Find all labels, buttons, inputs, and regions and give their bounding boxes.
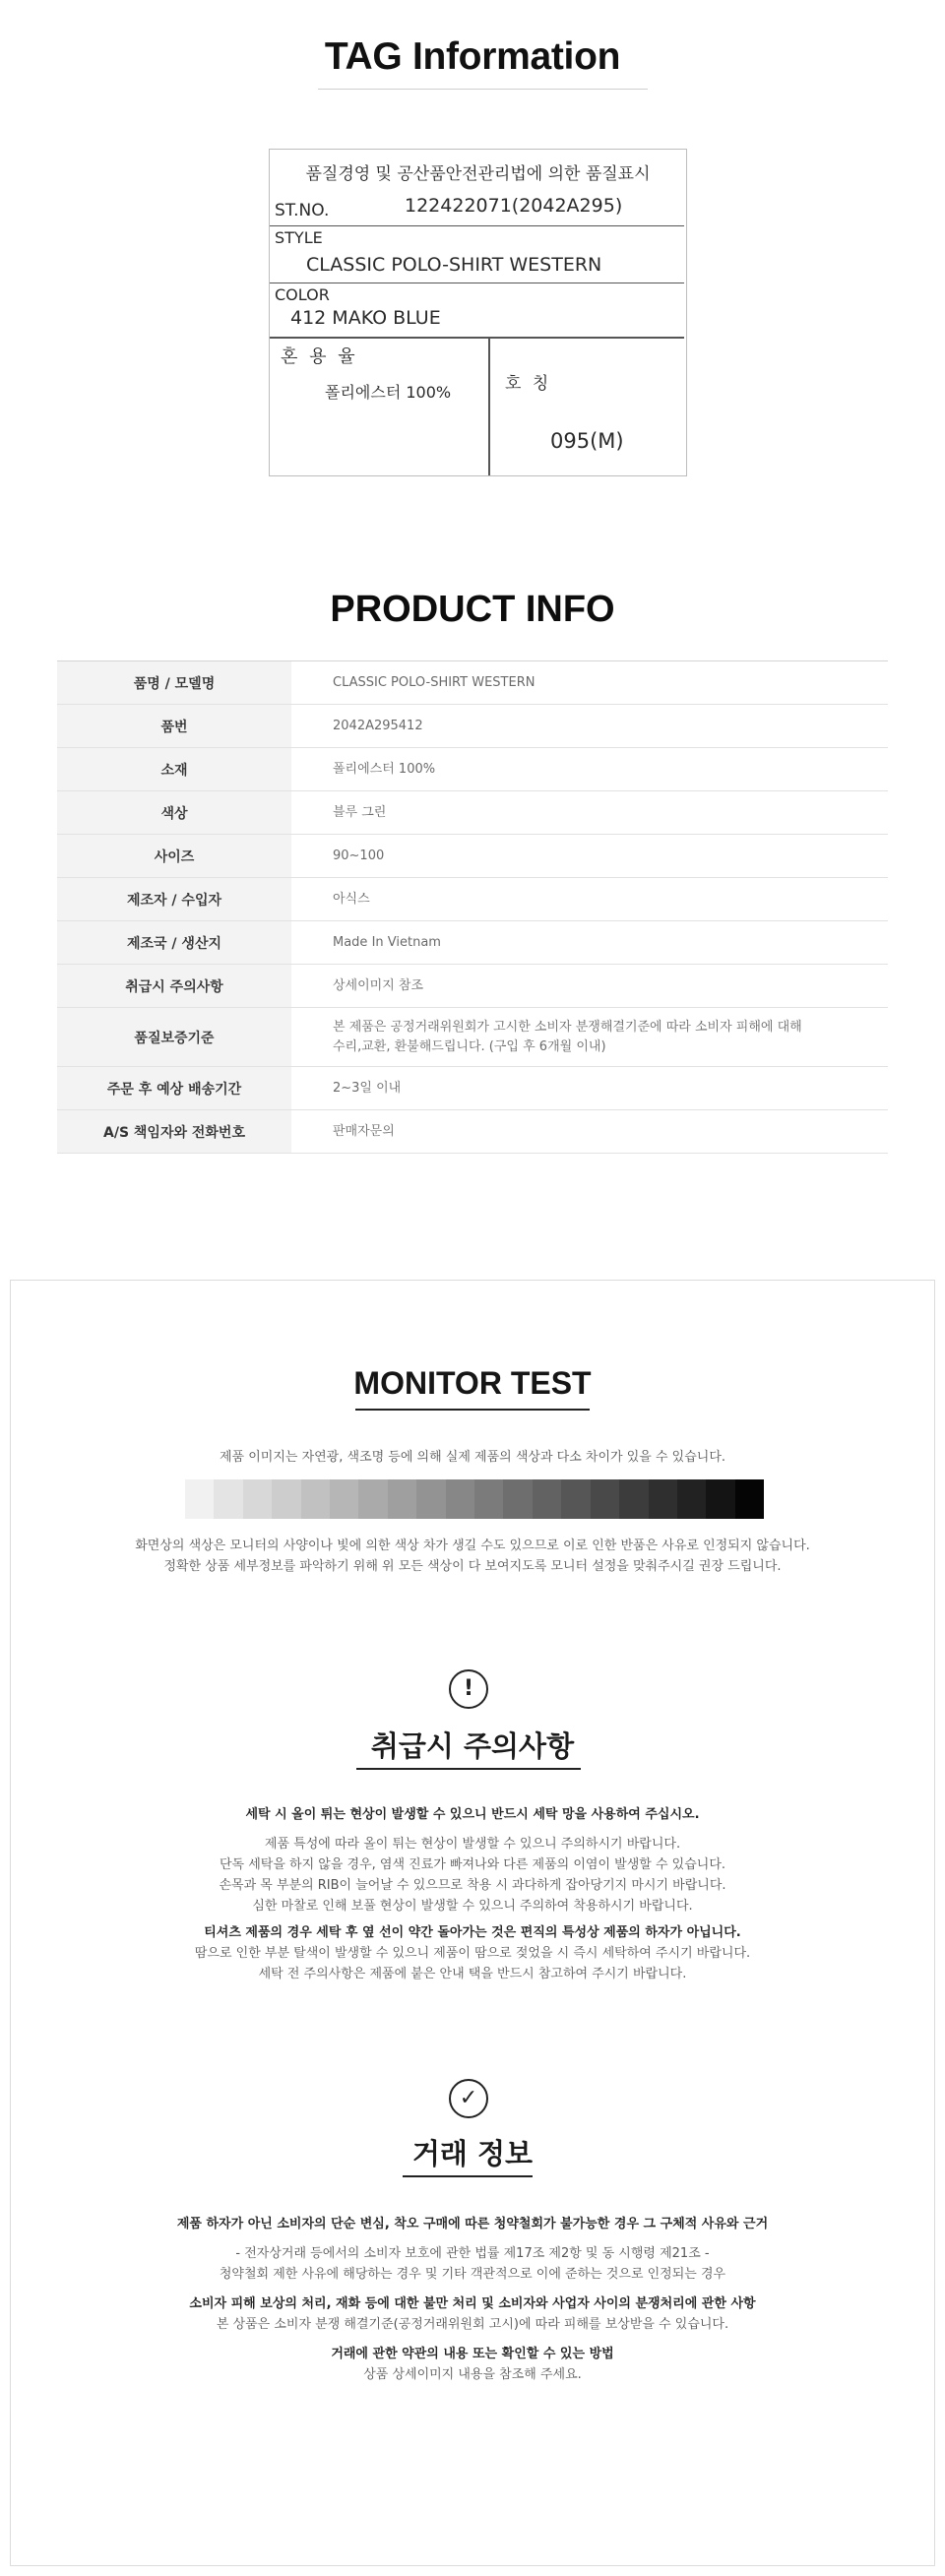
row-value: 2042A295412 <box>333 718 423 733</box>
table-row <box>57 748 888 791</box>
monitor-note-line: 화면상의 색상은 모니터의 사양이나 빛에 의한 색상 차가 생길 수도 있으므로 이로 인한 반품은 사유로 인정되지 않습니다. <box>135 1539 810 1553</box>
gray-swatch <box>243 1479 272 1519</box>
gray-swatch <box>474 1479 503 1519</box>
trade-lead: 거래에 관한 약관의 내용 또는 확인할 수 있는 방법 <box>331 2347 614 2361</box>
row-value: 블루 그린 <box>333 804 387 820</box>
grayscale-bar <box>185 1479 764 1519</box>
trade-title: 거래 정보 <box>411 2137 534 2170</box>
gray-swatch <box>649 1479 677 1519</box>
table-row <box>57 1008 888 1067</box>
trade-line: 본 상품은 소비자 분쟁 해결기준(공정거래위원회 고시)에 따라 피해를 보상받을 수 있습니다. <box>216 2317 729 2332</box>
tag-style-label: STYLE <box>275 228 323 247</box>
tag-header: 품질경영 및 공산품안전관리법에 의한 품질표시 <box>305 164 651 184</box>
row-value: 2~3일 이내 <box>333 1080 402 1096</box>
care-line: 땀으로 인한 부분 탈색이 발생할 수 있으니 제품이 땀으로 젖었을 시 즉시 세탁하여 주시기 바랍니다. <box>194 1946 751 1961</box>
title-underline <box>403 2175 533 2177</box>
table-row <box>57 661 888 705</box>
tag-stno-label: ST.NO. <box>275 201 330 220</box>
tag-fiber-label: 혼 용 율 <box>281 346 358 367</box>
checkmark-icon: ✓ <box>449 2079 488 2118</box>
row-label: 취급시 주의사항 <box>57 965 291 1007</box>
monitor-note-line: 정확한 상품 세부정보를 파악하기 위해 위 모든 색상이 다 보여지도록 모니터 설정을 맞춰주시길 권장 드립니다. <box>163 1559 782 1574</box>
gray-swatch <box>388 1479 416 1519</box>
table-row <box>57 835 888 878</box>
gray-swatch <box>561 1479 590 1519</box>
exclamation-icon: ! <box>449 1669 488 1709</box>
trade-lead: 소비자 피해 보상의 처리, 재화 등에 대한 불만 처리 및 소비자와 사업자 사이의 분쟁처리에 관한 사항 <box>189 2296 756 2311</box>
row-value: 본 제품은 공정거래위원회가 고시한 소비자 분쟁해결기준에 따라 소비자 피해에 대해 <box>333 1019 802 1035</box>
title-underline <box>355 1409 590 1411</box>
row-value: CLASSIC POLO-SHIRT WESTERN <box>333 674 536 690</box>
gray-swatch <box>591 1479 619 1519</box>
gray-swatch <box>416 1479 445 1519</box>
trade-line: - 전자상거래 등에서의 소비자 보호에 관한 법률 제17조 제2항 및 동 시행령 제21조 - <box>235 2246 710 2261</box>
gray-swatch <box>214 1479 242 1519</box>
care-line: 단독 세탁을 하지 않을 경우, 염색 진료가 빠져나와 다른 제품의 이염이 발생할 수 있습니다. <box>219 1857 726 1872</box>
tag-stno-value: 122422071(2042A295) <box>405 195 623 217</box>
row-value: 판매자문의 <box>333 1123 395 1139</box>
table-row <box>57 791 888 835</box>
tag-vertical-divider <box>488 337 490 475</box>
row-value: 아식스 <box>333 891 370 907</box>
row-label: 제조국 / 생산지 <box>57 921 291 964</box>
row-label: 제조자 / 수입자 <box>57 878 291 920</box>
product-info-title: PRODUCT INFO <box>330 589 615 630</box>
row-value: 폴리에스터 100% <box>333 761 436 777</box>
gray-swatch <box>706 1479 734 1519</box>
table-row <box>57 921 888 965</box>
row-label: 사이즈 <box>57 835 291 877</box>
tag-color-value: 412 MAKO BLUE <box>290 307 441 329</box>
gray-swatch <box>677 1479 706 1519</box>
tag-size-value: 095(M) <box>550 429 624 453</box>
monitor-description: 제품 이미지는 자연광, 색조명 등에 의해 실제 제품의 색상과 다소 차이가 있을 수 있습니다. <box>219 1450 726 1465</box>
care-lead: 세탁 시 올이 튀는 현상이 발생할 수 있으니 반드시 세탁 망을 사용하여 주십시오. <box>245 1807 700 1822</box>
gray-swatch <box>533 1479 561 1519</box>
table-row <box>57 1067 888 1110</box>
gray-swatch <box>272 1479 300 1519</box>
trade-text <box>0 2214 945 2385</box>
tag-divider <box>270 225 684 226</box>
monitor-note <box>0 1536 945 1577</box>
tag-style-value: CLASSIC POLO-SHIRT WESTERN <box>306 254 602 276</box>
row-label: 소재 <box>57 748 291 790</box>
gray-swatch <box>619 1479 648 1519</box>
care-lead: 티셔츠 제품의 경우 세탁 후 옆 선이 약간 돌아가는 것은 편직의 특성상 제품의 하자가 아닙니다. <box>204 1925 741 1940</box>
title-underline <box>356 1768 581 1770</box>
row-value: 상세이미지 참조 <box>333 977 424 993</box>
monitor-test-title: MONITOR TEST <box>353 1365 592 1401</box>
care-title: 취급시 주의사항 <box>370 1729 575 1763</box>
trade-lead: 제품 하자가 아닌 소비자의 단순 변심, 착오 구매에 따른 청약철회가 불가능한 경우 그 구체적 사유와 근거 <box>176 2217 769 2231</box>
row-value-line2: 수리,교환, 환불해드립니다. (구입 후 6개월 이내) <box>333 1038 606 1054</box>
trade-line: 상품 상세이미지 내용을 참조해 주세요. <box>363 2367 582 2382</box>
care-line: 심한 마찰로 인해 보풀 현상이 발생할 수 있으니 주의하여 착용하시기 바랍니다. <box>252 1899 693 1914</box>
care-label-image <box>269 149 687 476</box>
gray-swatch <box>185 1479 214 1519</box>
row-label: A/S 책임자와 전화번호 <box>57 1110 291 1153</box>
gray-swatch <box>301 1479 330 1519</box>
tag-color-label: COLOR <box>275 285 330 304</box>
care-text <box>0 1804 945 1984</box>
tag-size-label: 호 칭 <box>505 374 552 394</box>
row-label: 품번 <box>57 705 291 747</box>
tag-information-title: TAG Information <box>324 35 621 78</box>
row-value: Made In Vietnam <box>333 934 441 950</box>
product-info-table <box>57 660 888 1154</box>
gray-swatch <box>446 1479 474 1519</box>
table-row <box>57 878 888 921</box>
care-line: 제품 특성에 따라 올이 튀는 현상이 발생할 수 있으니 주의하시기 바랍니다. <box>264 1837 681 1852</box>
table-row <box>57 705 888 748</box>
gray-swatch <box>503 1479 532 1519</box>
table-row <box>57 1110 888 1154</box>
gray-swatch <box>735 1479 764 1519</box>
gray-swatch <box>358 1479 387 1519</box>
trade-line: 청약철회 제한 사유에 해당하는 경우 및 기타 객관적으로 이에 준하는 것으로 인정되는 경우 <box>219 2267 726 2282</box>
care-line: 손목과 목 부분의 RIB이 늘어날 수 있으므로 착용 시 과다하게 잡아당기지 마시기 바랍니다. <box>219 1878 726 1893</box>
tag-divider <box>270 337 684 339</box>
row-value: 90~100 <box>333 848 385 863</box>
gray-swatch <box>330 1479 358 1519</box>
table-row <box>57 965 888 1008</box>
row-label: 색상 <box>57 791 291 834</box>
row-label: 품명 / 모델명 <box>57 661 291 704</box>
row-label: 품질보증기준 <box>57 1008 291 1066</box>
title-underline <box>318 89 648 90</box>
row-label: 주문 후 예상 배송기간 <box>57 1067 291 1109</box>
care-line: 세탁 전 주의사항은 제품에 붙은 안내 택을 반드시 참고하여 주시기 바랍니다. <box>258 1967 687 1981</box>
tag-fiber-value: 폴리에스터 100% <box>325 383 452 402</box>
